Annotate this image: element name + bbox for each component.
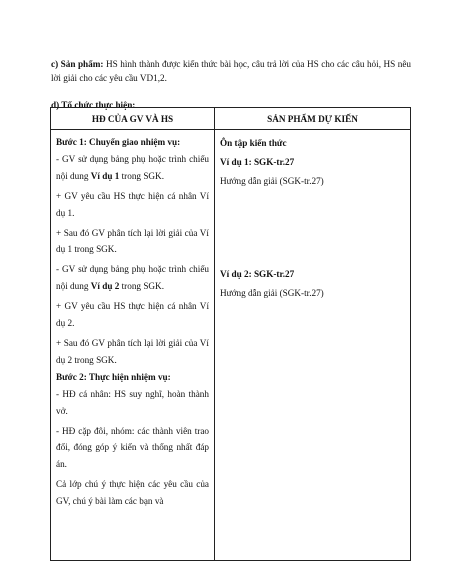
header-teacher-student-activity: HĐ CỦA GV VÀ HS [51,108,215,130]
activity-table [50,107,411,561]
step2-title-text: Bước 2: Thực hiện nhiệm vụ: [56,371,171,382]
section-c-label: c) Sản phẩm: [51,59,104,70]
section-c-paragraph [51,57,411,85]
list-item [56,261,209,295]
item4-text: - GV sử dụng bảng phụ hoặc trình chiếu nội dung [56,264,209,292]
list-item: + GV yêu cầu HS thực hiện cá nhân Ví dụ 2. [56,301,209,329]
item4-bold: Ví dụ 2 [90,281,120,292]
example1-title: Ví dụ 1: SGK-tr.27 [220,157,295,167]
item1-text: - GV sử dụng bảng phụ hoặc trình chiếu nội dung [56,153,209,181]
section-c-text: HS hình thành được kiến thức bài học, câu trả lời của HS cho các câu hỏi, HS nêu lời giải cho các yêu cầu VD1,2. [51,59,411,84]
list-item: Cả lớp chú ý thực hiện các yêu cầu của GV, chú ý bài làm các bạn và [56,479,209,507]
list-item [56,151,209,185]
item1-bold: Ví dụ 1 [90,170,120,181]
example2-title: Ví dụ 2: SGK-tr.27 [220,269,295,279]
step1-title [56,134,209,151]
item1-post: trong SGK. [119,170,164,181]
table-header-row [51,108,411,130]
item4-post: trong SGK. [119,281,164,292]
example2-text: Hướng dẫn giải (SGK-tr.27) [220,288,324,298]
section-d-label: d) Tổ chức thực hiện: [51,100,136,111]
table-row [51,130,411,561]
header-expected-product: SẢN PHẨM DỰ KIẾN [215,108,411,130]
list-item: + Sau đó GV phân tích lại lời giải của Ví dụ 1 trong SGK. [56,227,209,255]
list-item: - HĐ cá nhân: HS suy nghĩ, hoàn thành vở. [56,388,209,416]
review-title: Ôn tập kiến thức [220,138,287,148]
right-cell [215,130,411,561]
left-cell [51,130,215,561]
step1-title-text: Bước 1: Chuyển giao nhiệm vụ: [56,137,181,147]
example1-text: Hướng dẫn giải (SGK-tr.27) [220,176,324,186]
step2-title [56,369,209,386]
list-item: + Sau đó GV phân tích lại lời giải của Ví dụ 2 trong SGK. [56,337,209,365]
list-item: - HĐ cặp đôi, nhóm: các thành viên trao đổi, đóng góp ý kiến và thống nhất đáp án. [56,425,209,470]
list-item: + GV yêu cầu HS thực hiện cá nhân Ví dụ 1. [56,190,209,218]
